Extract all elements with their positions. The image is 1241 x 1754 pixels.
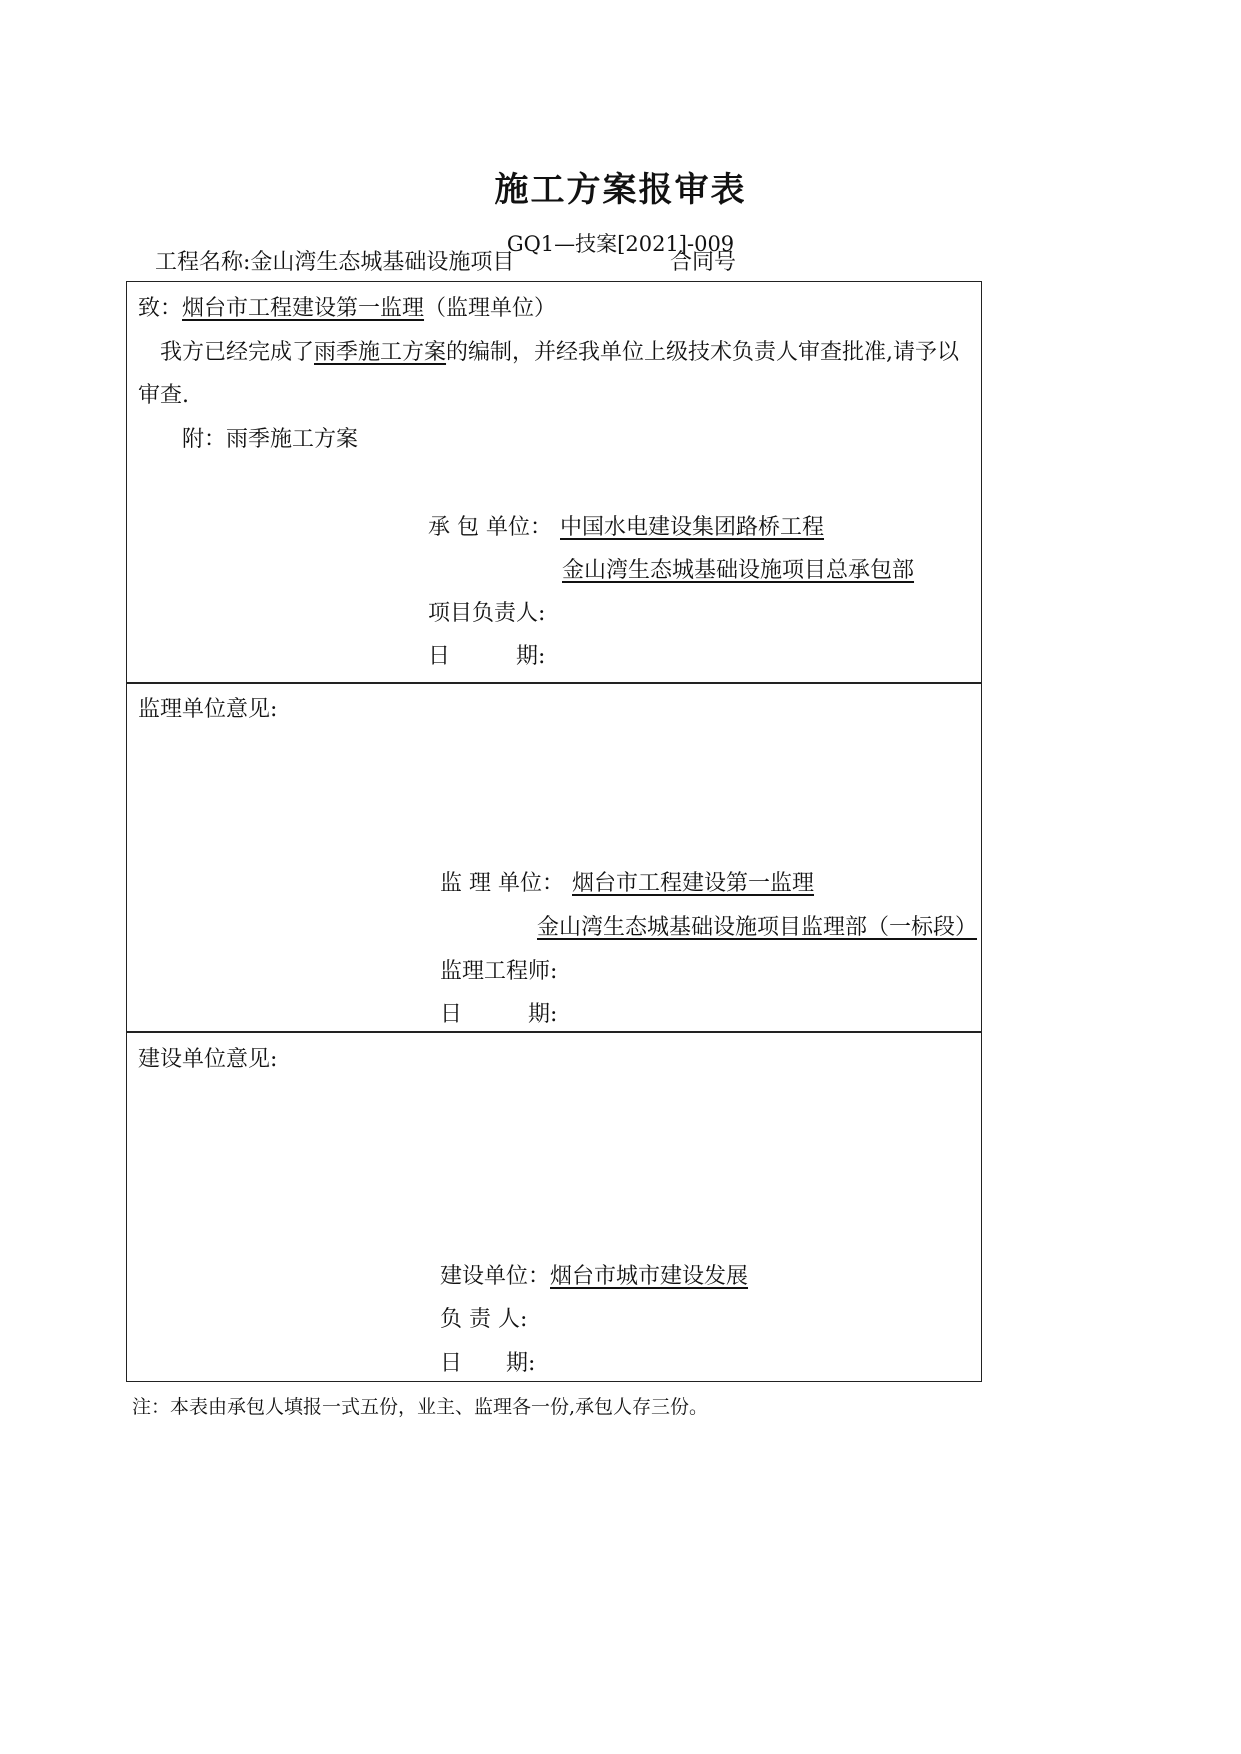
addressee-line — [138, 291, 556, 322]
owner-opinion-section — [126, 1031, 982, 1382]
owner-opinion-heading: 建设单位意见: — [138, 1047, 278, 1072]
supervisor-unit-label: 监 理 单位： — [440, 871, 564, 896]
submission-date-label: 日 期: — [428, 644, 546, 669]
owner-person-label: 负 责 人: — [440, 1307, 528, 1332]
statement-continued: 审查. — [138, 383, 189, 408]
supervisor-unit-line1: 烟台市工程建设第一监理 — [572, 871, 815, 896]
supervisor-date-label: 日 期: — [440, 1002, 558, 1027]
supervisor-opinion-heading: 监理单位意见: — [138, 697, 278, 722]
addressee-prefix: 致： — [138, 296, 183, 321]
supervising-engineer-label: 监理工程师: — [440, 959, 558, 984]
project-manager-label: 项目负责人: — [428, 601, 546, 626]
contractor-name-line1: 中国水电建设集团路桥工程 — [560, 515, 825, 540]
contract-label: 合同号 — [670, 250, 737, 275]
project-name-row — [155, 245, 514, 276]
supervisor-unit-line2: 金山湾生态城基础设施项目监理部（一标段） — [537, 915, 978, 940]
contractor-label: 承 包 单位： — [428, 515, 552, 540]
owner-date-label: 日 期: — [440, 1351, 536, 1376]
plan-name: 雨季施工方案 — [314, 340, 447, 365]
footnote: 注：本表由承包人填报一式五份，业主、监理各一份,承包人存三份。 — [132, 1396, 709, 1418]
page-title: 施工方案报审表 — [494, 170, 747, 210]
submission-statement — [160, 335, 959, 366]
owner-unit-label: 建设单位： — [440, 1264, 551, 1289]
contractor-name-line2: 金山湾生态城基础设施项目总承包部 — [562, 558, 915, 583]
document-number: GQ1—技案[2021]-009 — [506, 232, 735, 256]
statement-suffix: 的编制，并经我单位上级技术负责人审查批准,请予以 — [446, 340, 960, 365]
attachment-line: 附：雨季施工方案 — [182, 427, 359, 452]
project-name: 金山湾生态城基础设施项目 — [250, 250, 515, 275]
project-label: 工程名称: — [155, 250, 251, 275]
addressee-unit: 烟台市工程建设第一监理 — [182, 296, 425, 321]
statement-prefix: 我方已经完成了 — [160, 340, 315, 365]
owner-unit-name: 烟台市城市建设发展 — [550, 1264, 749, 1289]
addressee-suffix: （监理单位） — [424, 296, 557, 321]
